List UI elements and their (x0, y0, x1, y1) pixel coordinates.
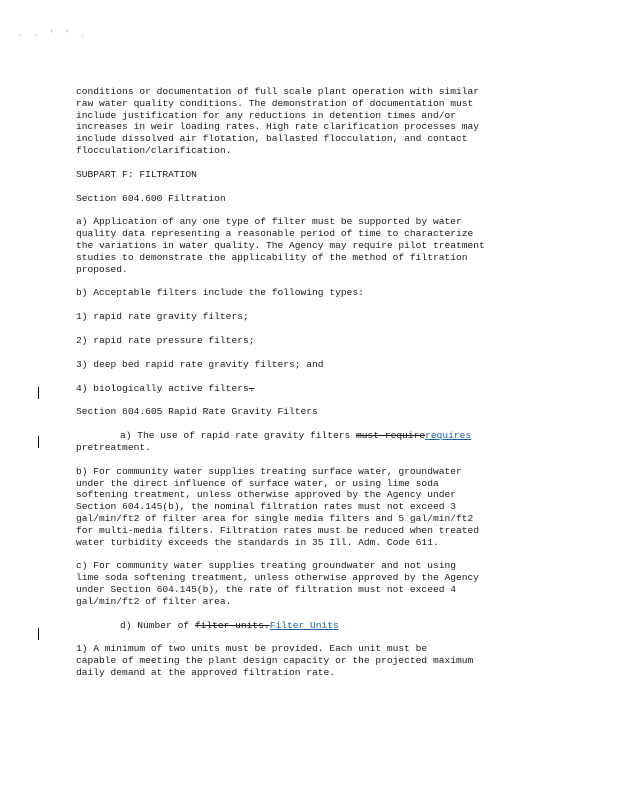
inserted-text: Filter Units (269, 619, 339, 631)
document-body (76, 86, 556, 691)
filter-type-3: 3) deep bed rapid rate gravity filters; and (76, 358, 324, 370)
deleted-text: filter units. (194, 619, 270, 631)
paragraph-605-b: b) For community water supplies treating surface water, groundwater under the direct influence of surface water, or using lime soda softening treatment, unless otherwise approved by the Agency under Section 604.145(b), the nominal filtration rates must not exceed 3 gal/min/ft2 of filter area for single media filters and 5 gal/min/ft2 for multi-media filters. Filtration rates must be reduced when treated water turbidity exceeds the standards in 35 Ill. Adm. Code 611. (76, 465, 480, 548)
deleted-text: . (248, 382, 255, 394)
section-heading-605: Section 604.605 Rapid Rate Gravity Filters (76, 406, 318, 418)
continued-paragraph: conditions or documentation of full scale plant operation with similar raw water quality conditions. The demonstration of documentation must include justification for any reductions in detention times and/or increases in weir loading rates. High rate clarification processes may include dissolved air flotation, ballasted flocculation, and contact flocculation/clarification. (76, 86, 480, 156)
page-mark: . . ' ' . (18, 30, 89, 39)
paragraph-605-a: a) The use of rapid rate gravity filters must requirerequires pretreatment. (76, 430, 472, 453)
paragraph-605-d: d) Number of filter units.Filter Units (120, 619, 339, 631)
change-bar (38, 387, 39, 399)
filter-type-4: 4) biologically active filters. (76, 382, 255, 394)
filter-type-2: 2) rapid rate pressure filters; (76, 334, 255, 346)
filter-type-1: 1) rapid rate gravity filters; (76, 311, 249, 323)
paragraph-605-c: c) For community water supplies treating groundwater and not using lime soda softening treatment, unless otherwise approved by the Agency under Section 604.145(b), the rate of filtration must not exceed 4 gal/min/ft2 of filter area. (76, 560, 480, 607)
paragraph-600-b: b) Acceptable filters include the following types: (76, 287, 364, 299)
paragraph-600-a: a) Application of any one type of filter must be supported by water quality data representing a reasonable period of time to characterize the variations in water quality. The Agency may require pilot treatment studies to demonstrate the applicability of the method of filtration proposed. (76, 216, 485, 275)
change-bar (38, 628, 39, 640)
section-heading-600: Section 604.600 Filtration (76, 192, 226, 204)
subpart-heading: SUBPART F: FILTRATION (76, 168, 197, 180)
paragraph-605-d-1: 1) A minimum of two units must be provided. Each unit must be capable of meeting the plant design capacity or the projected maximum daily demand at the approved filtration rate. (76, 643, 474, 678)
deleted-text: must require (356, 430, 426, 442)
change-bar (38, 436, 39, 448)
inserted-text: requires (425, 430, 472, 442)
